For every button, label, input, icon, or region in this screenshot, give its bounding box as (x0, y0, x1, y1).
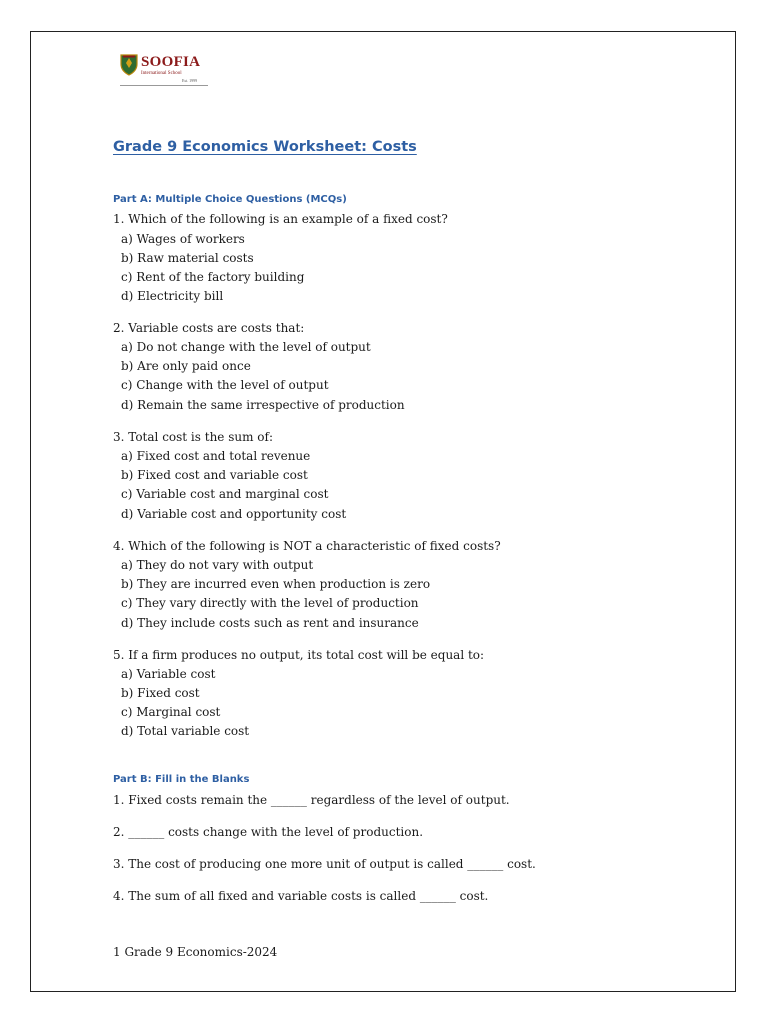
question-1-option-b: b) Raw material costs (121, 251, 254, 265)
question-2-option-d: d) Remain the same irrespective of production (121, 398, 405, 412)
fill-blank-2: 2. ______ costs change with the level of production. (113, 825, 424, 839)
question-4: 4. Which of the following is NOT a characteristic of fixed costs? (113, 539, 501, 553)
question-2-option-b: b) Are only paid once (121, 359, 251, 373)
fill-blank-1: 1. Fixed costs remain the ______ regardless of the level of output. (113, 793, 510, 807)
question-2: 2. Variable costs are costs that: (113, 321, 305, 335)
question-4-option-b: b) They are incurred even when production is zero (121, 577, 431, 591)
shield-crest-icon (120, 54, 138, 76)
question-3-option-d: d) Variable cost and opportunity cost (121, 507, 347, 521)
part-b-heading: Part B: Fill in the Blanks (113, 774, 250, 785)
worksheet-page (30, 31, 736, 992)
question-1-option-c: c) Rent of the factory building (121, 270, 305, 284)
logo-subtitle: International School (141, 71, 182, 76)
question-3: 3. Total cost is the sum of: (113, 430, 273, 444)
logo-est: Est. 1999 (182, 78, 198, 83)
logo-name: SOOFIA (141, 54, 201, 70)
question-2-option-c: c) Change with the level of output (121, 378, 329, 392)
fill-blank-4: 4. The sum of all fixed and variable costs is called ______ cost. (113, 889, 489, 903)
question-4-option-a: a) They do not vary with output (121, 558, 314, 572)
question-5: 5. If a firm produces no output, its total cost will be equal to: (113, 648, 485, 662)
question-1-option-a: a) Wages of workers (121, 232, 245, 246)
question-1-option-d: d) Electricity bill (121, 289, 224, 303)
part-a-heading: Part A: Multiple Choice Questions (MCQs) (113, 194, 347, 205)
logo-rule (120, 85, 208, 86)
question-3-option-b: b) Fixed cost and variable cost (121, 468, 308, 482)
question-3-option-c: c) Variable cost and marginal cost (121, 487, 329, 501)
question-2-option-a: a) Do not change with the level of output (121, 340, 371, 354)
question-3-option-a: a) Fixed cost and total revenue (121, 449, 311, 463)
question-5-option-a: a) Variable cost (121, 667, 216, 681)
page-title: Grade 9 Economics Worksheet: Costs (113, 139, 417, 155)
question-1: 1. Which of the following is an example of a fixed cost? (113, 212, 448, 226)
question-4-option-c: c) They vary directly with the level of production (121, 596, 419, 610)
question-4-option-d: d) They include costs such as rent and insurance (121, 616, 419, 630)
question-5-option-b: b) Fixed cost (121, 686, 200, 700)
page-footer: 1 Grade 9 Economics-2024 (113, 945, 278, 959)
question-5-option-d: d) Total variable cost (121, 724, 250, 738)
fill-blank-3: 3. The cost of producing one more unit of output is called ______ cost. (113, 857, 536, 871)
question-5-option-c: c) Marginal cost (121, 705, 221, 719)
school-logo (120, 54, 210, 84)
